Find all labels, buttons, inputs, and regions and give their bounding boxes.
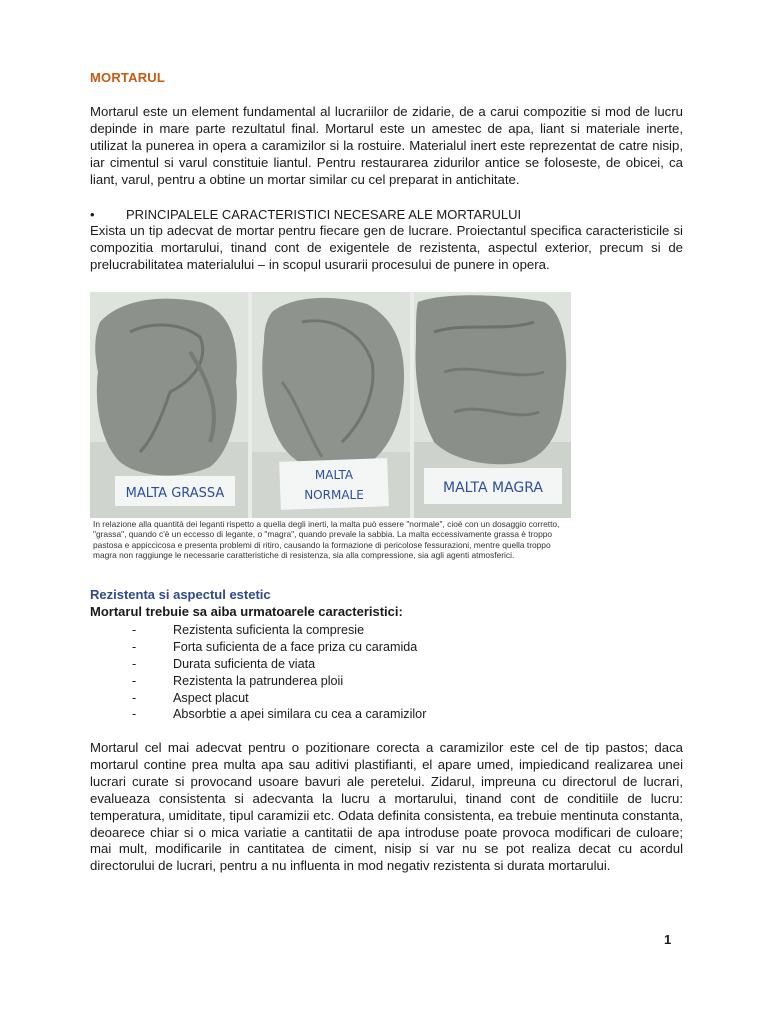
list-item: - Forta suficienta de a face priza cu caramida	[132, 639, 418, 654]
figure-caption: In relazione alla quantità dei leganti rispetto a quella degli inerti, la malta può essere "normale", cioè con un dosaggio corretto, "grassa", quando c'è un eccesso di legante, o "magra", quando prevale la sabbia. La malta eccessivamente grassa è troppo pastosa e appiccicosa e presenta problemi di ritiro, causando la formazione di pericolose fessurazioni, mentre quella troppo magra non raggiunge le necessarie caratteristiche di resistenza, sia alla compressione, sia agli agenti atmosferici.	[93, 519, 560, 561]
list-item: - Aspect placut	[132, 690, 249, 705]
bullet-marker: •	[90, 207, 95, 222]
characteristics-paragraph: Exista un tip adecvat de mortar pentru fiecare gen de lucrare. Proiectantul specifica caracteristicile si compozitia mortarului, tinand cont de exigentele de rezistenta, aspectul exterior, precum si de prelucrabilitatea materialului – in scopul usurarii procesului de punere in opera.	[90, 223, 683, 272]
characteristics-list	[90, 622, 426, 723]
photo-malta-grassa	[90, 292, 248, 518]
section-heading: Rezistenta si aspectul estetic	[90, 587, 271, 602]
page-number: 1	[664, 932, 672, 947]
label-malta-normale: MALTA	[314, 468, 354, 482]
closing-paragraph: Mortarul cel mai adecvat pentru o pozitionare corecta a caramizilor este cel de tip pastos; daca mortarul contine prea multa apa sau aditivi plastifianti, el apare umed, impiedicand realizarea unei lucrari curate si provocand usoare bavuri ale peretelui. Zidarul, impreuna cu directorul de lucrari, evalueaza consistenta si adecvanta la lucru a mortarului, tinand cont de conditiile de lucru: temperatura, umiditate, tipul caramizii etc. Odata definita consistenta, ea trebuie mentinuta constanta, deoarece chiar si o mica variatie a cantitatii de apa introduse poate provoca modificari de culoare; mai mult, modificarile in cantitatea de ciment, nisip si var nu se pot realiza decat cu acordul directorului de lucrari, pentru a nu influenta in mod negativ rezistenta si durata mortarului.	[90, 740, 683, 874]
characteristics-heading	[90, 207, 683, 222]
document-title: MORTARUL	[90, 70, 166, 85]
list-item: - Absorbtie a apei similara cu cea a caramizilor	[132, 707, 427, 722]
photo-malta-normale	[252, 292, 410, 518]
list-item: - Rezistenta suficienta la compresie	[132, 623, 365, 637]
intro-paragraph: Mortarul este un element fundamental al lucrariilor de zidarie, de a carui compozitie si mod de lucru depinde in mare parte rezultatul final. Mortarul este un amestec de apa, liant si materiale inerte, utilizat la punerea in opera a caramizilor si la rostuire. Materialul inert este reprezentat de catre nisip, iar cimentul si varul constituie liantul. Pentru restaurarea zidurilor antice se foloseste, de obicei, ca liant, varul, pentru a obtine un mortar similar cu cel preparat in antichitate.	[90, 104, 683, 187]
svg-text:NORMALE: NORMALE	[304, 488, 364, 502]
mortar-photo-figure	[90, 292, 571, 518]
section-lead: Mortarul trebuie sa aiba urmatoarele caracteristici:	[90, 604, 403, 619]
label-malta-magra: MALTA MAGRA	[442, 480, 544, 496]
characteristics-heading-text: PRINCIPALELE CARACTERISTICI NECESARE ALE MORTARULUI	[126, 207, 522, 222]
photo-malta-magra	[414, 292, 571, 518]
list-item: - Rezistenta la patrunderea ploii	[132, 673, 344, 688]
label-malta-grassa: MALTA GRASSA	[125, 486, 225, 501]
list-item: - Durata suficienta de viata	[132, 656, 316, 671]
